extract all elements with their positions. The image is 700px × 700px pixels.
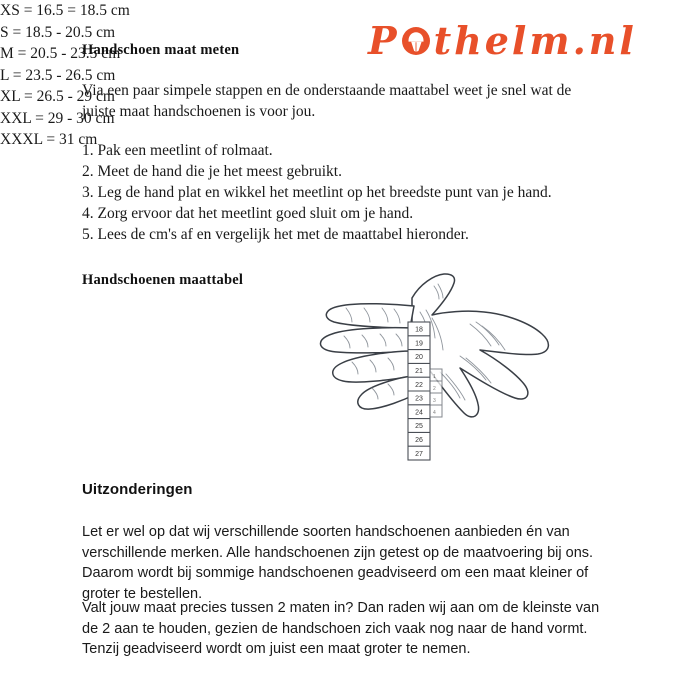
logo-text-after: thelm.nl [433,18,637,63]
ruler-secondary [430,369,442,417]
logo-text-before: P [368,18,400,63]
size-row-l: L = 23.5 - 26.5 cm [0,66,116,84]
ruler-tick-23: 23 [415,395,423,403]
list-item: 2. Meet de hand die je het meest gebruikt. [82,163,342,180]
size-row-xxxl: XXXL = 31 cm [0,131,98,148]
ruler-tick-26: 26 [415,437,423,444]
heading-glove-size-table: Handschoenen maattabel [82,272,244,288]
ruler-small-tick-2: 2 [433,386,436,392]
size-row-xxl: XXL = 29 - 30 cm [0,109,115,127]
site-logo[interactable] [368,18,637,64]
ruler-tick-21: 21 [415,368,423,375]
intro-paragraph: Via een paar simpele stappen en de onderstaande maattabel weet je snel wat de juiste maat handschoenen is voor jou. [82,82,572,120]
ruler-tick-20: 20 [415,354,423,362]
measuring-steps-list [82,140,622,245]
ruler-tick-27: 27 [415,450,423,458]
ruler-tick-25: 25 [415,423,423,431]
exceptions-paragraph-2: Valt jouw maat precies tussen 2 maten in? Dan raden wij aan om de kleinste van de 2 aan te houden, gezien de handschoen zich vaak nog naar de hand vormt. Tenzij geadviseerd wordt om juist een maat groter te nemen. [82,600,600,657]
list-item: 4. Zorg ervoor dat het meetlint goed sluit om je hand. [82,205,414,222]
hand-measuring-diagram [284,268,564,468]
size-row-xs: XS = 16.5 = 18.5 cm [0,2,130,19]
heading-measure-glove-size: Handschoen maat meten [82,42,240,58]
helmet-icon [401,26,431,56]
size-row-xl: XL = 26.5 - 29 cm [0,88,115,105]
ruler-small-tick-3: 3 [433,398,436,404]
ruler-tick-22: 22 [415,381,423,389]
size-row-s: S = 18.5 - 20.5 cm [0,23,116,41]
exceptions-paragraph-1: Let er wel op dat wij verschillende soorten handschoenen aanbieden én van verschillende merken. Alle handschoenen zijn getest op de maatvoering bij ons. Daarom wordt bij sommige handschoenen geadviseerd om een maat kleiner of groter te bestellen. [82,524,594,602]
size-row-m: M = 20.5 - 23.5 cm [0,45,121,62]
heading-exceptions: Uitzonderingen [82,481,193,498]
list-item: 3. Leg de hand plat en wikkel het meetlint op het breedste punt van je hand. [82,184,552,201]
ruler-small-tick-4: 4 [433,410,436,416]
ruler-main [408,322,430,460]
list-item: 1. Pak een meetlint of rolmaat. [82,142,273,159]
list-item: 5. Lees de cm's af en vergelijk het met de maattabel hieronder. [82,226,469,243]
ruler-tick-19: 19 [415,340,423,348]
ruler-tick-18: 18 [415,326,423,334]
ruler-small-tick-1: 1 [433,374,436,380]
ruler-tick-24: 24 [415,409,423,417]
